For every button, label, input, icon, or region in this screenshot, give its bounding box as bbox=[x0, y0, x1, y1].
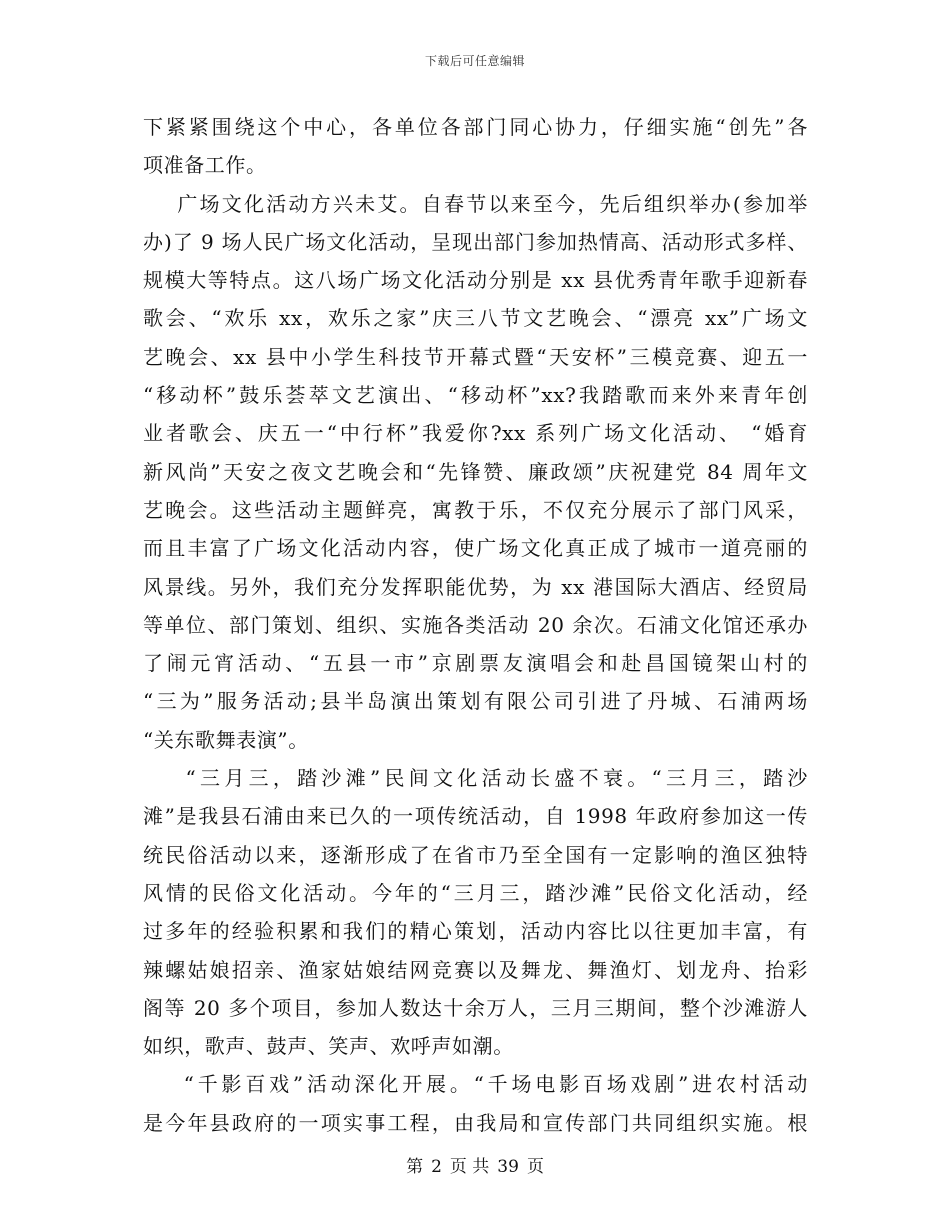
text-line: 办)了 9 场人民广场文化活动，呈现出部门参加热情高、活动形式多样、 bbox=[143, 229, 808, 254]
text-line: 新风尚”天安之夜文艺晚会和“先锋赞、廉政颂”庆祝建党 84 周年文 bbox=[143, 459, 808, 484]
text-line: 业者歌会、庆五一“中行杯”我爱你?xx 系列广场文化活动、 “婚育 bbox=[143, 421, 808, 446]
text-line: “三月三，踏沙滩”民间文化活动长盛不衰。“三月三，踏沙 bbox=[143, 766, 808, 791]
text-line: 阁等 20 多个项目，参加人数达十余万人，三月三期间，整个沙滩游人 bbox=[143, 995, 808, 1020]
text-line: 艺晚会。这些活动主题鲜亮，寓教于乐，不仅充分展示了部门风采， bbox=[143, 497, 808, 522]
page-label-middle: 页 共 bbox=[449, 1157, 490, 1177]
text-line: “千影百戏”活动深化开展。“千场电影百场戏剧”进农村活动 bbox=[143, 1072, 808, 1097]
text-line: 过多年的经验积累和我们的精心策划，活动内容比以往更加丰富，有 bbox=[143, 919, 808, 944]
text-line: “三为”服务活动;县半岛演出策划有限公司引进了丹城、石浦两场 bbox=[143, 689, 808, 714]
page-header: 下载后可任意编辑 bbox=[424, 54, 525, 68]
text-line: 下紧紧围绕这个中心，各单位各部门同心协力，仔细实施“创先”各 bbox=[143, 115, 808, 139]
document-body bbox=[143, 108, 808, 1142]
text-line: “关东歌舞表演”。 bbox=[143, 727, 309, 752]
text-line: 滩”是我县石浦由来已久的一项传统活动，自 1998 年政府参加这一传 bbox=[143, 804, 808, 829]
text-line: 风景线。另外，我们充分发挥职能优势，为 xx 港国际大酒店、经贸局 bbox=[143, 574, 808, 599]
text-line: 规模大等特点。这八场广场文化活动分别是 xx 县优秀青年歌手迎新春 bbox=[143, 268, 808, 293]
text-line: 辣螺姑娘招亲、渔家姑娘结网竞赛以及舞龙、舞渔灯、划龙舟、抬彩 bbox=[143, 957, 808, 982]
text-line: 而且丰富了广场文化活动内容，使广场文化真正成了城市一道亮丽的 bbox=[143, 536, 808, 561]
text-line: 等单位、部门策划、组织、实施各类活动 20 余次。石浦文化馆还承办 bbox=[143, 612, 808, 637]
text-line: 风情的民俗文化活动。今年的“三月三，踏沙滩”民俗文化活动，经 bbox=[143, 880, 808, 905]
text-line: “移动杯”鼓乐荟萃文艺演出、“移动杯”xx?我踏歌而来外来青年创 bbox=[143, 383, 808, 408]
text-line: 统民俗活动以来，逐渐形成了在省市乃至全国有一定影响的渔区独特 bbox=[143, 842, 808, 867]
page-footer bbox=[0, 1152, 950, 1177]
text-line: 是今年县政府的一项实事工程，由我局和宣传部门共同组织实施。根 bbox=[143, 1110, 808, 1135]
text-line: 了闹元宵活动、“五县一市”京剧票友演唱会和赴昌国镜架山村的 bbox=[143, 651, 808, 676]
text-line: 歌会、“欢乐 xx，欢乐之家”庆三八节文艺晚会、“漂亮 xx”广场文 bbox=[143, 306, 808, 331]
text-line: 项准备工作。 bbox=[143, 153, 267, 178]
page-label-suffix: 页 bbox=[526, 1157, 544, 1177]
text-line: 广场文化活动方兴未艾。自春节以来至今，先后组织举办(参加举 bbox=[143, 191, 808, 216]
text-line: 如织，歌声、鼓声、笑声、欢呼声如潮。 bbox=[143, 1034, 514, 1059]
page-label-prefix: 第 bbox=[406, 1157, 424, 1177]
page-number: 2 bbox=[431, 1157, 442, 1177]
total-pages: 39 bbox=[497, 1157, 519, 1177]
text-line: 艺晚会、xx 县中小学生科技节开幕式暨“天安杯”三模竞赛、迎五一 bbox=[143, 344, 808, 369]
